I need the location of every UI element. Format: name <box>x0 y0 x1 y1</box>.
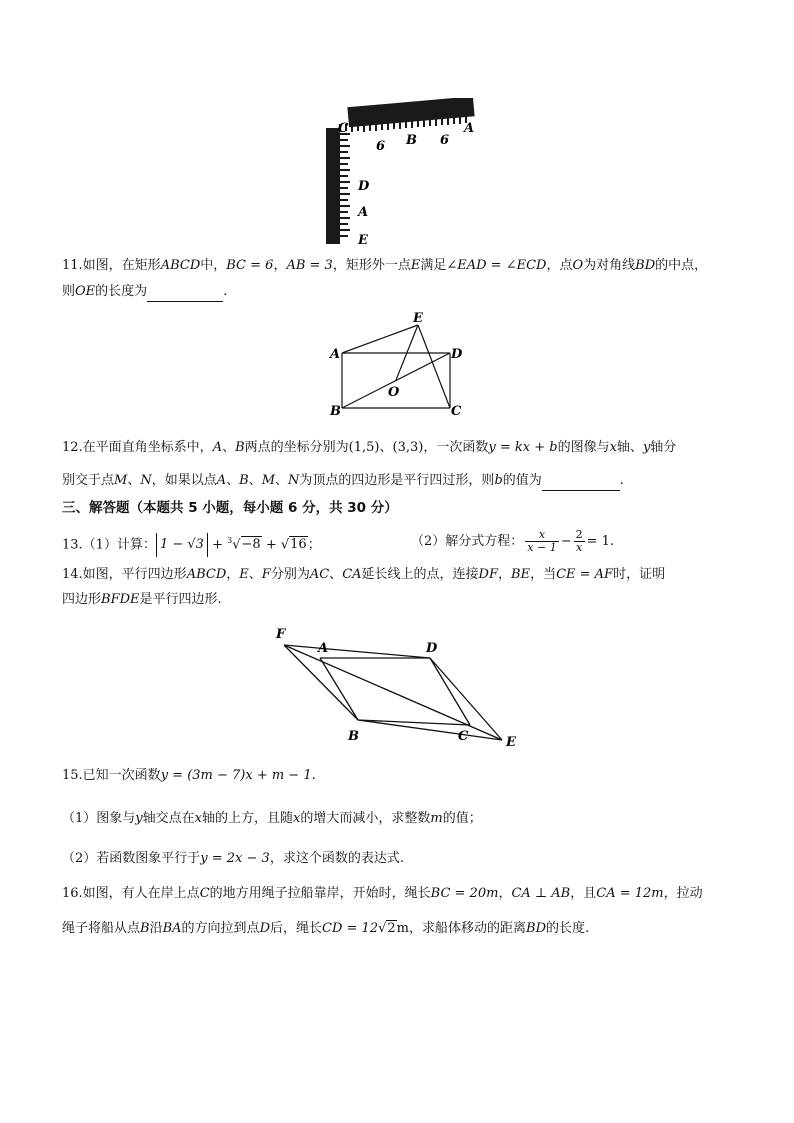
q15-text: （2）若函数图象平行于 <box>62 851 201 866</box>
q13-minus: − <box>560 534 572 549</box>
q16-text: 的方向拉到点 <box>181 921 260 936</box>
q12-text: 、 <box>248 473 262 488</box>
q16-line2: 绳子将船从点B沿BA的方向拉到点D后，绳长CD = 12√2m，求船体移动的距离BD的长度. <box>62 921 590 936</box>
q13-fraction-2-denominator: x <box>576 541 583 554</box>
q11-text: . <box>223 284 228 299</box>
q15-text: 的增大而减小，求整数 <box>300 811 431 826</box>
q12-text: 、 <box>275 473 289 488</box>
fig14-label-f: F <box>276 627 286 642</box>
q13-plus: + <box>212 537 223 553</box>
fig14-label-c: C <box>458 729 469 744</box>
q14-parallelogram-figure <box>270 622 526 754</box>
q11-text: 的长度为 <box>95 284 148 299</box>
fig14-label-e: E <box>506 735 516 750</box>
q12-point-n: N <box>140 473 152 488</box>
q13-line: 13.（1）计算： 1 − √3 + $^3$√−8 + √16； （2）解分式方程： $\frac{x}{x - 1}$ − $\frac{2}{x}$ = 1. <box>62 529 746 553</box>
q12-y: y <box>642 440 651 455</box>
q11-text: 中， <box>200 258 227 273</box>
q14-point-f: F <box>261 567 271 582</box>
ruler-label-a-side: A <box>358 205 369 220</box>
q14-text: 时，证明 <box>613 567 666 582</box>
ruler-label-a-top: A <box>464 121 475 136</box>
q13-cube-root-index: 3 <box>227 536 233 545</box>
q14-condition: CE = AF <box>556 567 614 582</box>
q16-text: ，求船体移动的距离 <box>409 921 527 936</box>
q13-cube-root: −8 <box>241 537 261 553</box>
segment-fb <box>284 645 358 720</box>
q14-text: ，当 <box>530 567 557 582</box>
q12-text: 轴、 <box>616 440 643 455</box>
q15-text: ，求这个函数的表达式. <box>269 851 404 866</box>
segment-dc <box>430 658 470 725</box>
q12-line1 <box>62 439 746 457</box>
q12-coord-b: (3,3) <box>392 440 424 455</box>
q11-bd: BD <box>635 258 656 273</box>
q13-part1-label: 13.（1）计算： <box>62 537 156 553</box>
q12-text: 12.在平面直角坐标系中， <box>62 440 213 455</box>
q14-bfde: BFDE <box>101 592 140 607</box>
q11-text: 满足 <box>420 258 447 273</box>
q15-sub1 <box>62 810 746 828</box>
q15-x: x <box>293 811 301 826</box>
q12-line2 <box>62 472 746 491</box>
q16-text: ，拉动 <box>663 886 703 901</box>
ruler-label-6-first: 6 <box>376 139 386 154</box>
q11-angle: ∠EAD = ∠ECD <box>446 258 547 273</box>
q13-plus: + <box>265 537 277 553</box>
q15-text: 轴交点在 <box>142 811 195 826</box>
q14-text: 、 <box>248 567 262 582</box>
q11-point-o: O <box>572 258 584 273</box>
q12-text: 、 <box>379 440 393 455</box>
vertical-ruler-ticks <box>340 134 350 236</box>
segment-fd <box>284 645 430 658</box>
q11-line2 <box>62 283 746 302</box>
q14-text: 分别为 <box>270 567 310 582</box>
ruler-label-d: D <box>358 179 370 194</box>
fig11-label-c: C <box>451 404 462 419</box>
q11-ab: AB = 3 <box>286 258 333 273</box>
q13-absolute-value: 1 − √3 <box>156 533 208 557</box>
q14-text: 14.如图，平行四边形 <box>62 567 187 582</box>
segment-de <box>430 658 502 740</box>
q16-bc: BC = 20m <box>430 886 499 901</box>
q15-text: （1）图象与 <box>62 811 136 826</box>
q12-text: 为顶点的四边形是平行四过形，则 <box>299 473 495 488</box>
q11-text: 的中点， <box>655 258 708 273</box>
q14-text: 四边形 <box>62 592 102 607</box>
q13-fraction-1 <box>525 529 558 554</box>
q16-ca: CA = 12m <box>596 886 664 901</box>
q14-df: DF <box>478 567 498 582</box>
q14-abcd: ABCD <box>186 567 227 582</box>
q12-text: . <box>619 473 624 488</box>
fig11-label-a: A <box>330 347 341 362</box>
q16-point-c: C <box>199 886 210 901</box>
ruler-label-c: C <box>338 121 349 136</box>
q14-be: BE <box>511 567 531 582</box>
q13-text: ； <box>307 537 321 553</box>
q12-function: y = kx + b <box>488 440 558 455</box>
q16-text: 后，绳长 <box>270 921 323 936</box>
fig14-label-b: B <box>348 729 359 744</box>
q16-line1 <box>62 885 746 903</box>
q15-function-2: y = 2x − 3 <box>200 851 270 866</box>
q15-line1 <box>62 767 746 785</box>
q16-cd: CD = 12 <box>322 921 379 936</box>
q11-text: 则 <box>62 284 76 299</box>
q11-text: 为对角线 <box>583 258 636 273</box>
ruler-label-6-second: 6 <box>440 133 450 148</box>
q16-text: 的长度. <box>546 921 590 936</box>
q11-text: ， <box>273 258 287 273</box>
q11-rect: ABCD <box>160 258 201 273</box>
q16-text: 16.如图，有人在岸上点 <box>62 886 200 901</box>
q15-text: . <box>311 768 316 783</box>
q13-part2-label: （2）解分式方程： <box>411 534 524 549</box>
horizontal-ruler <box>347 98 474 127</box>
q16-ba: BA <box>162 921 182 936</box>
q16-perpendicular: CA ⊥ AB <box>511 886 571 901</box>
q13-equals: = 1. <box>586 534 615 549</box>
q12-text: ，如果以点 <box>151 473 217 488</box>
q11-line1 <box>62 257 746 275</box>
q16-point-d: D <box>259 921 270 936</box>
q11-bc: BC = 6 <box>226 258 274 273</box>
q16-bd: BD <box>526 921 546 936</box>
q15-function: y = (3m − 7)x + m − 1 <box>160 768 312 783</box>
fig14-label-a: A <box>318 641 329 656</box>
q12-answer-blank[interactable] <box>542 472 620 491</box>
q15-text: 的值； <box>442 811 482 826</box>
q12-point-m: M <box>261 473 276 488</box>
q12-text: 、 <box>127 473 141 488</box>
q12-point-b: B <box>235 440 245 455</box>
fig11-label-b: B <box>330 404 341 419</box>
ruler-label-b: B <box>406 133 417 148</box>
q14-text: 延长线上的点，连接 <box>361 567 479 582</box>
fig14-label-d: D <box>426 641 438 656</box>
q16-text: ，且 <box>570 886 597 901</box>
q14-line1 <box>62 566 746 584</box>
q11-text: ，点 <box>546 258 573 273</box>
q15-text: 轴的上方，且随 <box>202 811 294 826</box>
q13-fraction-1-denominator: x − 1 <box>527 541 557 554</box>
q15-text: 15.已知一次函数 <box>62 768 161 783</box>
q14-text: 是平行四边形. <box>139 592 222 607</box>
section-3-heading: 三、解答题（本题共 5 小题，每小题 6 分，共 30 分） <box>62 500 398 516</box>
q13-fraction-2 <box>574 529 585 554</box>
q12-point-b: B <box>239 473 249 488</box>
q12-x: x <box>609 440 617 455</box>
q12-b: b <box>494 473 503 488</box>
segment-fe <box>284 645 502 740</box>
q14-line2 <box>62 591 746 609</box>
q11-rectangle-figure <box>328 310 466 420</box>
q13-fraction-2-numerator: 2 <box>575 528 583 541</box>
q11-text: 11.如图，在矩形 <box>62 258 161 273</box>
q16-text: ， <box>498 886 512 901</box>
q13-fraction-1-numerator: x <box>525 529 558 542</box>
q12-text: 别交于点 <box>62 473 115 488</box>
q12-text: 两点的坐标分别为 <box>244 440 349 455</box>
q16-cd-unit: m <box>396 921 409 936</box>
q12-point-n: N <box>288 473 300 488</box>
q12-text: 轴分 <box>650 440 677 455</box>
q11-oe: OE <box>75 284 96 299</box>
fig11-label-d: D <box>451 347 463 362</box>
q14-ac: AC <box>309 567 330 582</box>
q14-ca: CA <box>342 567 362 582</box>
q15-sub2 <box>62 850 746 868</box>
q12-point-a: A <box>212 440 223 455</box>
q12-point-a: A <box>216 473 227 488</box>
q14-point-e: E <box>239 567 249 582</box>
ruler-label-e: E <box>358 233 368 248</box>
ruler-figure <box>318 98 484 248</box>
q14-text: 、 <box>329 567 343 582</box>
q15-x: x <box>194 811 202 826</box>
q16-text: 沿 <box>149 921 163 936</box>
q14-text: ， <box>226 567 240 582</box>
q16-text: 的地方用绳子拉船靠岸，开始时，绳长 <box>209 886 431 901</box>
q11-text: ，矩形外一点 <box>332 258 411 273</box>
q12-coord-a: (1,5) <box>348 440 380 455</box>
q16-cd-radicand: 2 <box>387 921 396 936</box>
q12-text: 、 <box>222 440 236 455</box>
segment-ae <box>342 325 418 353</box>
segment-ba <box>320 658 358 720</box>
vertical-ruler <box>326 128 340 244</box>
fig11-label-o: O <box>388 385 400 400</box>
q15-m: m <box>430 811 443 826</box>
q16-point-b: B <box>140 921 150 936</box>
q13-square-root: 16 <box>290 537 307 553</box>
q12-text: 的值为 <box>502 473 542 488</box>
q12-text: ，一次函数 <box>423 440 489 455</box>
fig11-label-e: E <box>413 311 423 326</box>
q12-text: 的图像与 <box>557 440 610 455</box>
q12-text: 、 <box>226 473 240 488</box>
q12-point-m: M <box>114 473 128 488</box>
q15-y: y <box>135 811 143 826</box>
q14-text: ， <box>498 567 512 582</box>
q11-answer-blank[interactable] <box>147 283 223 302</box>
q11-point-e: E <box>410 258 421 273</box>
q16-text: 绳子将船从点 <box>62 921 141 936</box>
